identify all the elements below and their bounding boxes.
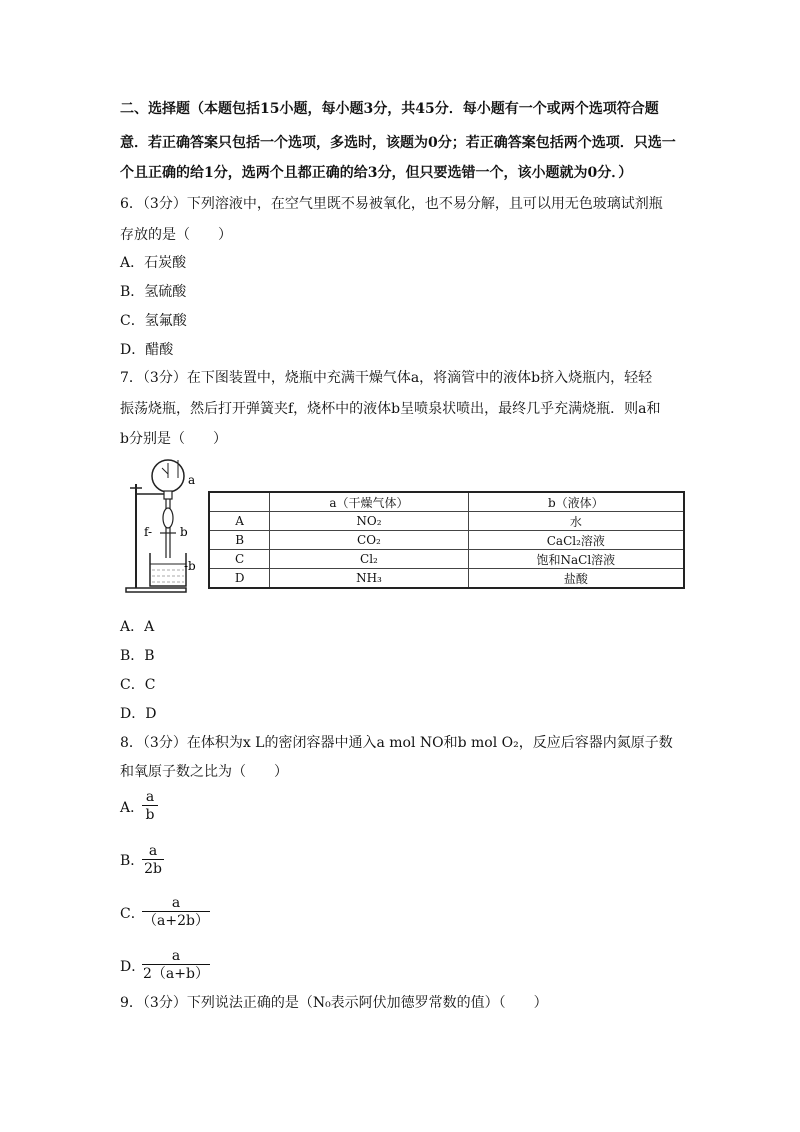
table-cell: 水 — [468, 512, 684, 531]
q8-stem-line1: 8．（3分）在体积为x L的密闭容器中通入a mol NO和b mol O₂，反应后容器内氮原子数 — [120, 735, 673, 751]
table-cell: CaCl₂溶液 — [468, 531, 684, 550]
q8-stem-line2: 和氧原子数之比为（ ） — [120, 764, 288, 780]
figure-label-a: a — [188, 473, 196, 487]
q6-option-d: D．醋酸 — [120, 342, 174, 358]
table-row — [209, 569, 684, 589]
fraction-denominator: 2（a+b） — [143, 966, 209, 982]
q8-option-c-fraction — [142, 895, 210, 930]
table-cell: CO₂ — [270, 531, 468, 550]
q6-option-b: B．氢硫酸 — [120, 284, 187, 300]
q6-stem-line2: 存放的是（ ） — [120, 227, 232, 243]
q7-option-c: C．C — [120, 677, 156, 693]
q9-stem-line1: 9．（3分）下列说法正确的是（N₀表示阿伏加德罗常数的值）（ ） — [120, 995, 548, 1011]
q6-option-c: C．氢氟酸 — [120, 313, 187, 329]
table-header-cell — [209, 492, 270, 512]
q8-option-a-label: A． — [120, 800, 145, 816]
q7-stem-line1: 7．（3分）在下图装置中，烧瓶中充满干燥气体a，将滴管中的液体b挤入烧瓶内，轻轻 — [120, 370, 653, 386]
figure-label-f: f- — [144, 525, 153, 539]
q7-stem-line2: 振荡烧瓶，然后打开弹簧夹f，烧杯中的液体b呈喷泉状喷出，最终几乎充满烧瓶．则a和 — [120, 401, 661, 417]
table-cell: D — [209, 569, 270, 589]
figure-label-b-bottom: -b — [184, 559, 196, 573]
table-cell: NH₃ — [270, 569, 468, 589]
fraction-numerator: a — [145, 789, 155, 805]
q6-stem-line1: 6．（3分）下列溶液中，在空气里既不易被氧化，也不易分解，且可以用无色玻璃试剂瓶 — [120, 196, 663, 212]
section-header-line2: 意．若正确答案只包括一个选项，多选时，该题为0分；若正确答案包括两个选项．只选一 — [120, 135, 676, 151]
fraction-numerator: a — [171, 948, 181, 964]
q7-option-a: A．A — [120, 619, 155, 635]
section-header-line1: 二、选择题（本题包括15小题，每小题3分，共45分．每小题有一个或两个选项符合题 — [120, 101, 659, 117]
q8-option-c-label: C． — [120, 906, 145, 922]
table-cell: NO₂ — [270, 512, 468, 531]
q8-option-d-fraction — [142, 948, 210, 983]
q7-stem-line3: b分别是（ ） — [120, 431, 227, 447]
fraction-denominator: 2b — [144, 861, 162, 877]
table-cell: C — [209, 550, 270, 569]
q8-option-b-fraction — [142, 843, 164, 878]
table-row — [209, 512, 684, 531]
q7-option-d: D．D — [120, 706, 157, 722]
fraction-numerator: a — [148, 843, 158, 859]
fountain-apparatus-figure — [124, 458, 204, 598]
table-cell: 盐酸 — [468, 569, 684, 589]
table-cell: 饱和NaCl溶液 — [468, 550, 684, 569]
q6-option-a: A．石炭酸 — [120, 255, 187, 271]
table-cell: A — [209, 512, 270, 531]
q7-options-table — [208, 491, 685, 589]
table-row — [209, 550, 684, 569]
fraction-denominator: （a+2b） — [143, 913, 209, 929]
q8-option-d-label: D． — [120, 959, 146, 975]
q8-option-b-label: B． — [120, 853, 145, 869]
table-cell: Cl₂ — [270, 550, 468, 569]
figure-label-b-top: b — [180, 525, 188, 539]
section-header-line3: 个且正确的给1分，选两个且都正确的给3分，但只要选错一个，该小题就为0分．） — [120, 165, 633, 181]
table-header-row — [209, 492, 684, 512]
table-cell: B — [209, 531, 270, 550]
table-header-cell: b（液体） — [468, 492, 684, 512]
table-row — [209, 531, 684, 550]
fraction-numerator: a — [171, 895, 181, 911]
q7-option-b: B．B — [120, 648, 155, 664]
table-header-cell: a（干燥气体） — [270, 492, 468, 512]
q8-option-a-fraction — [142, 789, 158, 824]
fraction-denominator: b — [145, 807, 155, 823]
